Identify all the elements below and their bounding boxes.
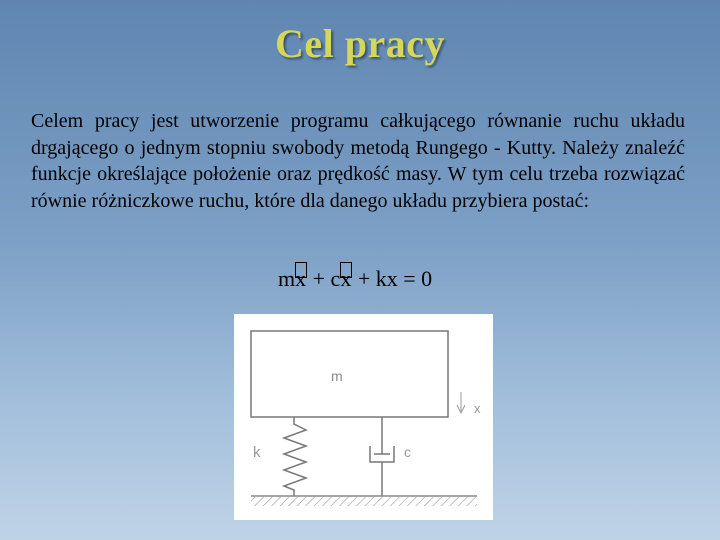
eq-accel-var: x <box>295 266 307 291</box>
slide-title: Cel pracy <box>274 21 445 66</box>
eq-rhs: 0 <box>421 266 433 291</box>
mass-label: m <box>331 368 343 384</box>
eq-plus-2: + <box>357 266 371 291</box>
missing-glyph-icon <box>340 262 352 278</box>
eq-vel-var: x <box>340 266 352 291</box>
mass-spring-damper-diagram <box>234 314 493 520</box>
body-paragraph: Celem pracy jest utworzenie programu całkującego równanie ruchu układu drgającego o jednym stopniu swobody metodą Rungego - Kutty. Należy znaleźć funkcje określające położenie oraz prędkość masy. W tym celu trzeba rozwiązać równie różniczkowe ruchu, które dla danego układu przybiera postać: <box>31 110 685 212</box>
displacement-label: x <box>474 401 481 416</box>
spring <box>284 417 306 496</box>
mass-block <box>251 331 448 417</box>
eq-damp-coef: c <box>330 266 341 291</box>
eq-plus-1: + <box>312 266 326 291</box>
equation-of-motion <box>278 262 432 292</box>
missing-glyph-icon <box>295 262 307 278</box>
eq-stiffness-term: kx <box>375 266 398 291</box>
eq-equals: = <box>403 266 416 291</box>
eq-mass-coef: m <box>278 266 296 291</box>
ground-hatch <box>251 497 477 506</box>
damper-label: c <box>404 444 411 460</box>
spring-label: k <box>253 444 261 461</box>
